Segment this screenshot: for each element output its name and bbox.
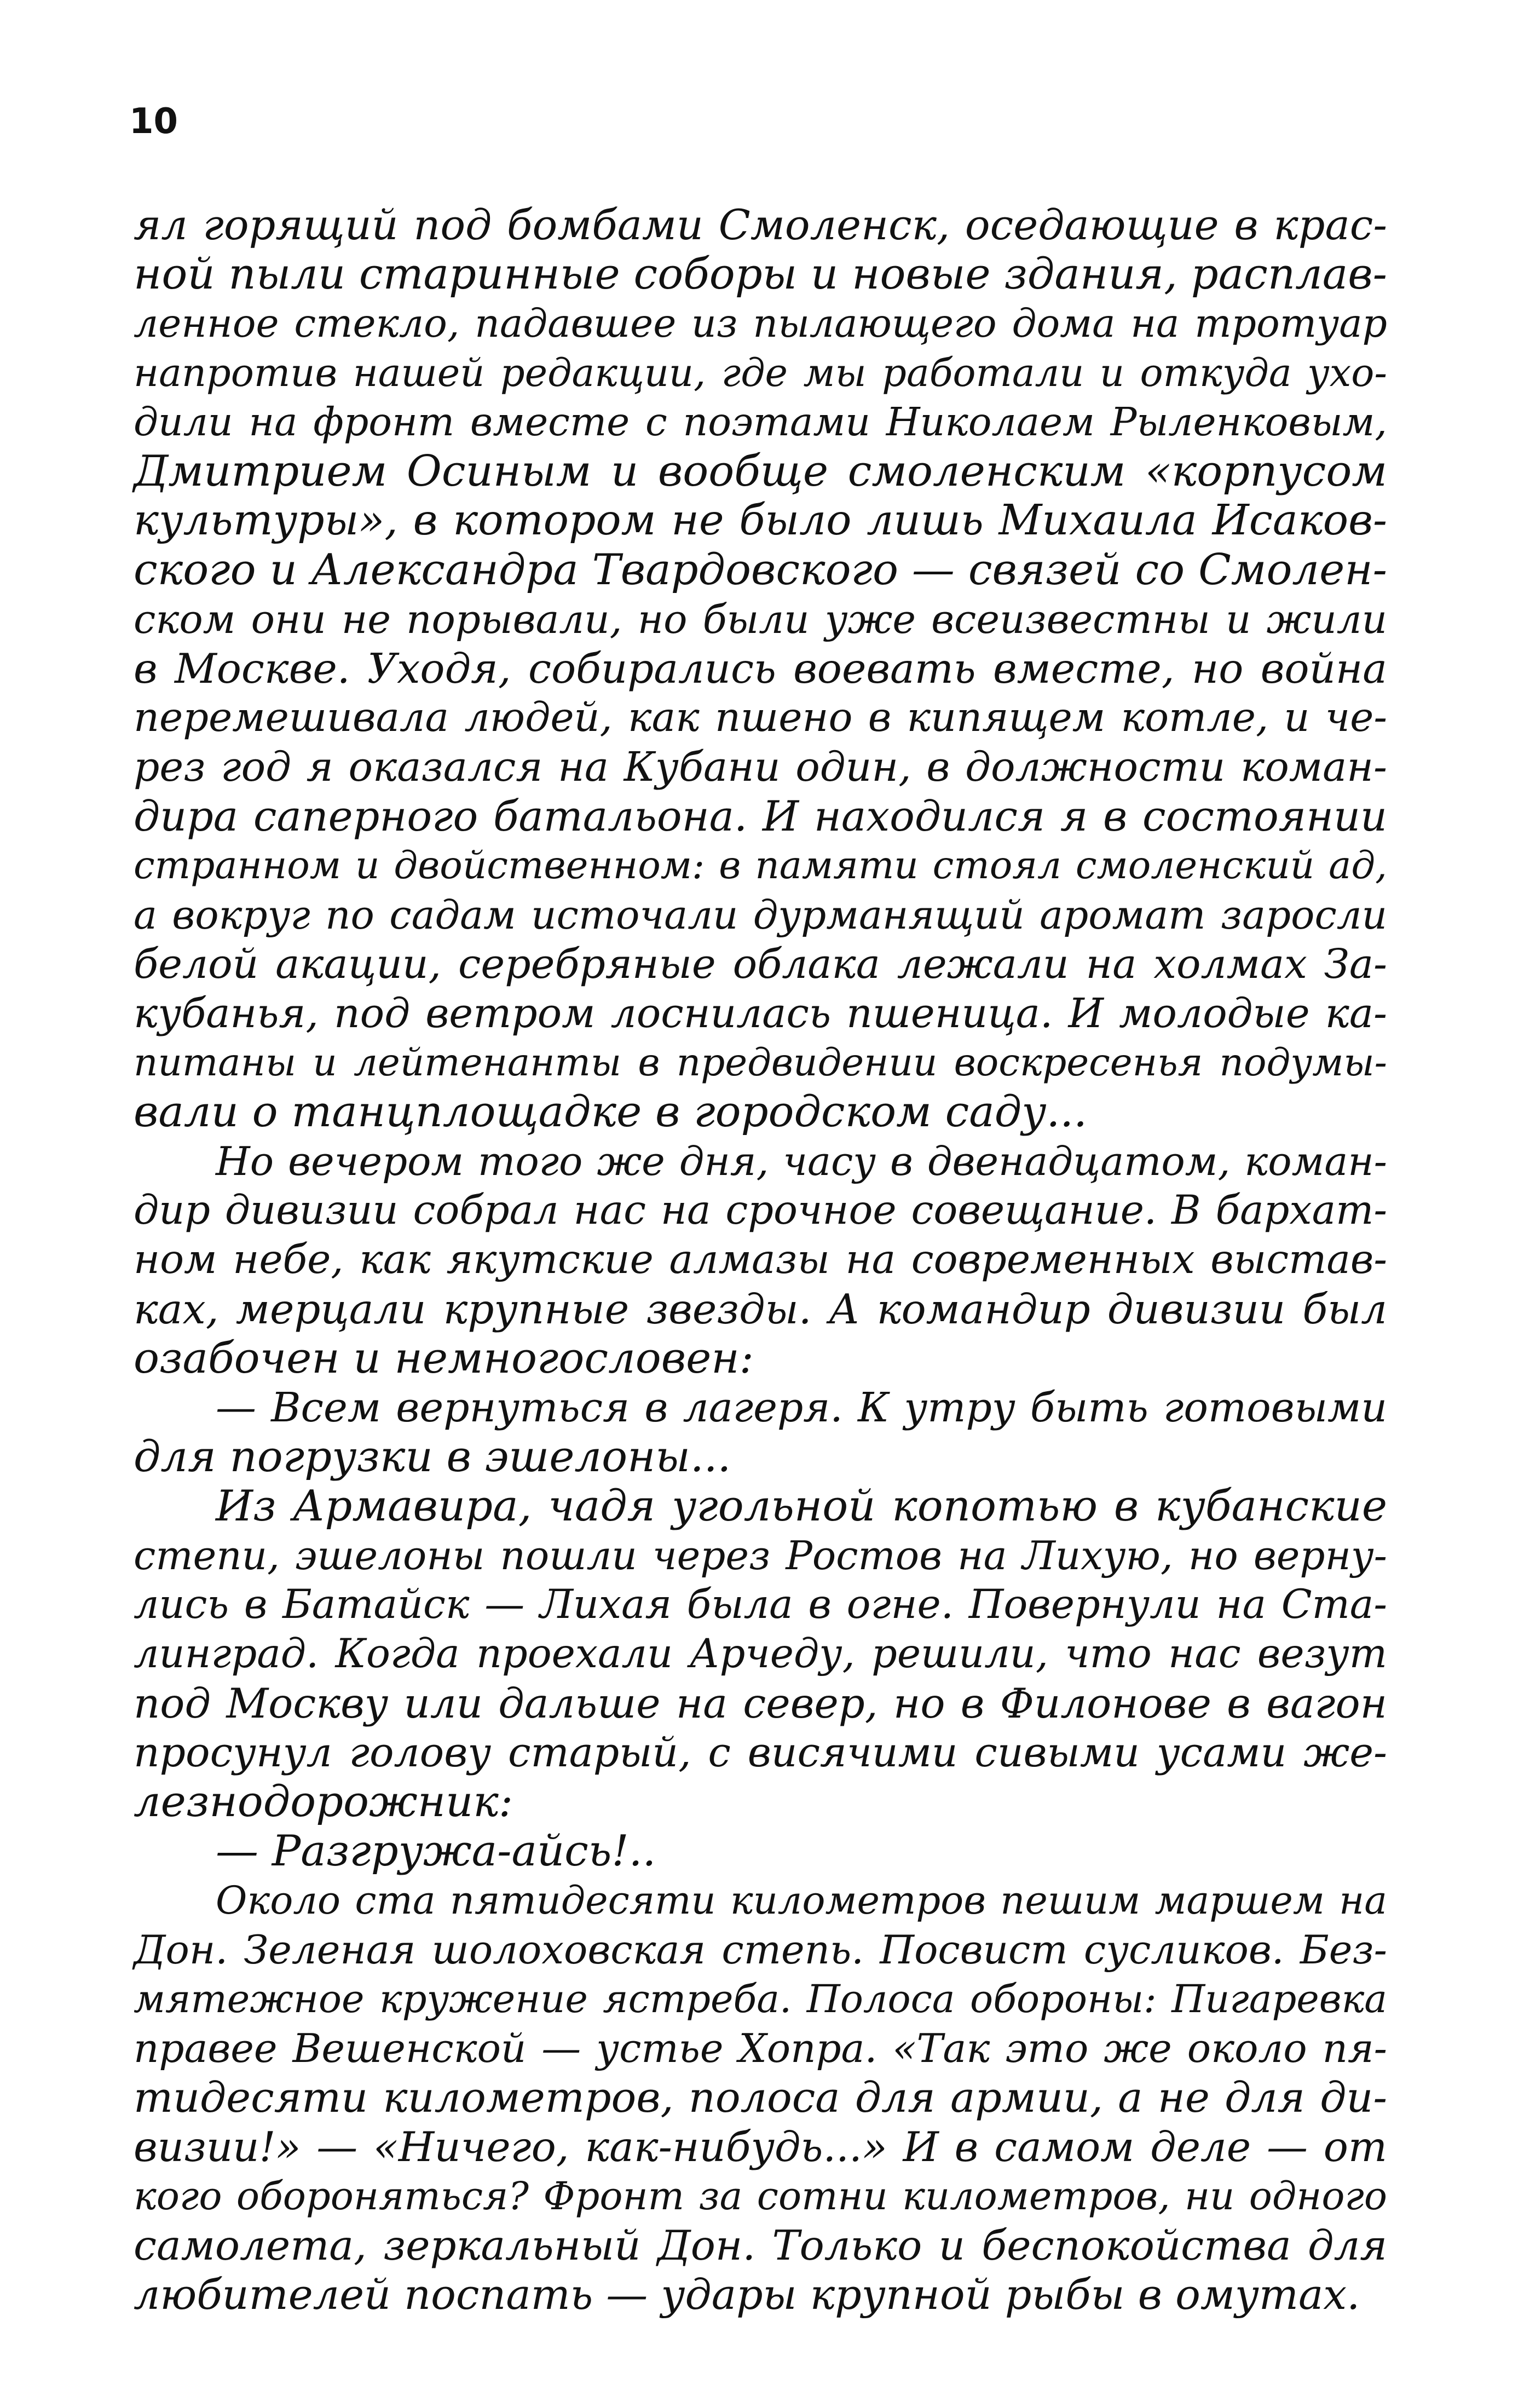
text-line: Из Армавира, чадя угольной копотью в кубанские — [216, 1482, 1387, 1531]
text-line: дир дивизии собрал нас на срочное совещание. В бархат- — [134, 1187, 1387, 1234]
text-line: ского и Александра Твардовского — связей со Смолен- — [134, 545, 1387, 595]
page-number: 10 — [129, 101, 178, 142]
text-line: в Москве. Уходя, собирались воевать вместе, но война — [134, 644, 1387, 693]
text-line: тидесяти километров, полоса для армии, а не для ди- — [134, 2073, 1387, 2122]
text-line: Дон. Зеленая шолоховская степь. Посвист сусликов. Без- — [134, 1927, 1387, 1973]
text-line: самолета, зеркальный Дон. Только и беспокойства для — [134, 2221, 1387, 2269]
text-line: лезнодорожник: — [134, 1777, 513, 1827]
body-text — [134, 200, 1387, 2319]
text-line: Около ста пятидесяти километров пешим маршем на — [216, 1878, 1387, 1923]
text-line: ском они не порывали, но были уже всеизвестны и жили — [134, 596, 1387, 642]
text-line: — Всем вернуться в лагеря. К утру быть готовыми — [216, 1384, 1387, 1431]
text-line: ном небе, как якутские алмазы на современных выстав- — [134, 1236, 1387, 1283]
text-line: мятежное кружение ястреба. Полоса обороны: Пигаревка — [134, 1977, 1387, 2021]
text-line: визии!» — «Ничего, как-нибудь...» И в самом деле — от — [134, 2123, 1387, 2171]
text-line: для погрузки в эшелоны... — [134, 1432, 731, 1482]
text-line: озабочен и немногословен: — [134, 1334, 754, 1383]
text-line: странном и двойственном: в памяти стоял смоленский ад, — [134, 844, 1387, 888]
text-line: вали о танцплощадке в городском саду... — [134, 1087, 1087, 1137]
text-line: ках, мерцали крупные звезды. А командир дивизии был — [134, 1285, 1387, 1333]
text-line: рез год я оказался на Кубани один, в должности коман- — [134, 744, 1387, 791]
text-line: дира саперного батальона. И находился я в состоянии — [134, 792, 1387, 840]
text-line: напротив нашей редакции, где мы работали и откуда ухо- — [134, 350, 1387, 395]
text-line: линград. Когда проехали Арчеду, решили, что нас везут — [134, 1631, 1387, 1677]
text-line: ял горящий под бомбами Смоленск, оседающие в крас- — [134, 200, 1387, 249]
text-line: просунул голову старый, с висячими сивыми усами же- — [134, 1729, 1387, 1776]
text-line: перемешивала людей, как пшено в кипящем котле, и че- — [134, 694, 1387, 741]
text-line: правее Вешенской — устье Хопра. «Так это же около пя- — [134, 2025, 1387, 2071]
text-line: белой акации, серебряные облака лежали на холмах За- — [134, 941, 1387, 988]
text-line: степи, эшелоны пошли через Ростов на Лихую, но верну- — [134, 1533, 1387, 1579]
text-line: любителей поспать — удары крупной рыбы в омутах. — [134, 2270, 1360, 2319]
text-line: ленное стекло, падавшее из пылающего дома на тротуар — [134, 301, 1387, 346]
text-line: культуры», в котором не было лишь Михаила Исаков- — [134, 496, 1387, 545]
text-line: Дмитрием Осиным и вообще смоленским «корпусом — [134, 447, 1387, 496]
text-line: дили на фронт вместе с поэтами Николаем Рыленковым, — [134, 399, 1387, 445]
text-line: под Москву или дальше на север, но в Филонове в вагон — [134, 1679, 1387, 1727]
text-line: — Разгружа-айсь!.. — [216, 1827, 656, 1876]
text-line: Но вечером того же дня, часу в двенадцатом, коман- — [216, 1138, 1387, 1184]
text-line: лись в Батайск — Лихая была в огне. Повернули на Ста- — [134, 1581, 1387, 1628]
text-line: а вокруг по садам источали дурманящий аромат заросли — [134, 892, 1387, 938]
text-line: ной пыли старинные соборы и новые здания, расплав- — [134, 250, 1387, 299]
text-line: кого обороняться? Фронт за сотни километров, ни одного — [134, 2174, 1387, 2219]
text-line: кубанья, под ветром лоснилась пшеница. И молодые ка- — [134, 990, 1387, 1037]
text-line: питаны и лейтенанты в предвидении воскресенья подумы- — [134, 1041, 1387, 1085]
